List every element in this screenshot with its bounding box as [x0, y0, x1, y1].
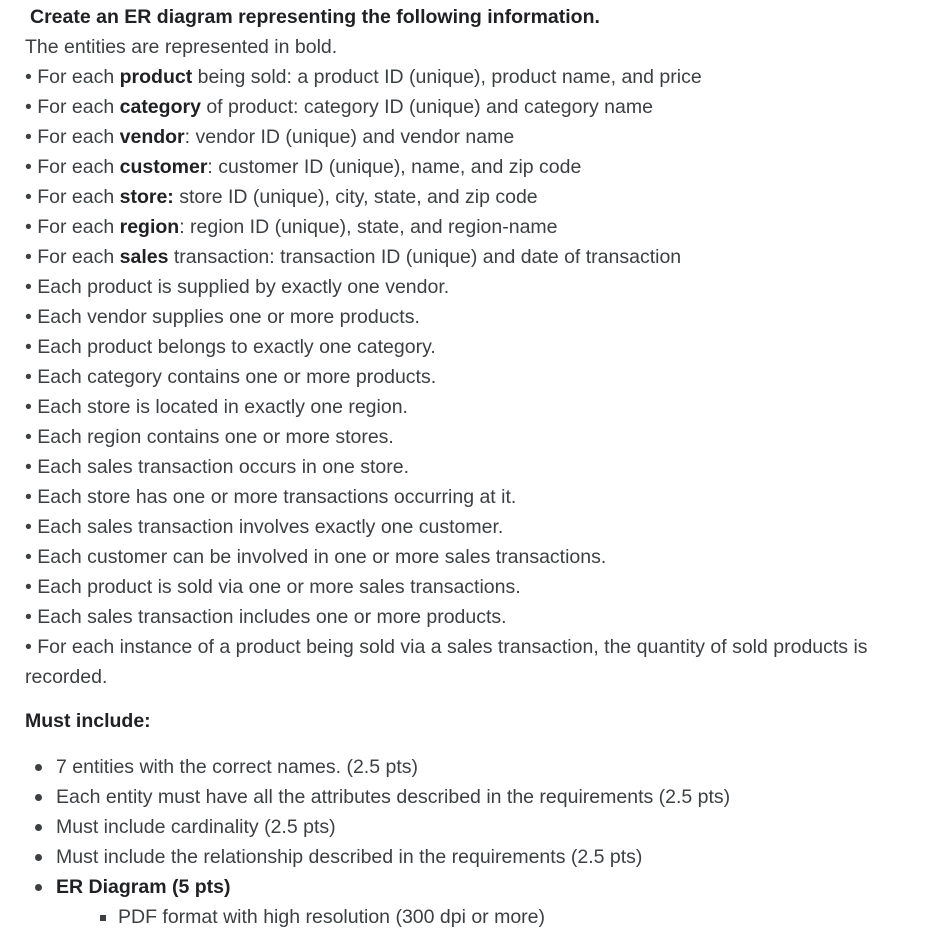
- er-diagram-label: ER Diagram (5 pts): [56, 876, 231, 898]
- must-include-item: Must include the relationship described in the requirements (2.5 pts): [30, 842, 730, 872]
- must-include-item: 7 entities with the correct names. (2.5 pts): [30, 752, 730, 782]
- requirement-text: • Each category contains one or more products.: [25, 366, 437, 388]
- requirement-line: [25, 482, 915, 512]
- must-include-heading: Must include:: [25, 710, 151, 732]
- requirements-list: [25, 62, 915, 692]
- entity-name: region: [119, 216, 180, 238]
- requirement-text: store ID (unique), city, state, and zip code: [173, 186, 538, 208]
- requirement-text: • For each: [25, 216, 120, 238]
- must-include-item-er-diagram: [30, 872, 730, 932]
- requirement-text: being sold: a product ID (unique), product name, and price: [192, 66, 702, 88]
- requirement-text: • Each sales transaction involves exactly one customer.: [25, 516, 504, 538]
- requirement-text: • For each: [25, 66, 120, 88]
- requirement-text: • For each: [25, 96, 120, 118]
- intro-text: The entities are represented in bold.: [25, 36, 338, 58]
- requirement-text: transaction: transaction ID (unique) and date of transaction: [168, 246, 682, 268]
- requirement-line: [25, 602, 915, 632]
- entity-name: vendor: [119, 126, 185, 148]
- requirement-text: • Each customer can be involved in one or more sales transactions.: [25, 546, 607, 568]
- requirement-text: • Each product is sold via one or more sales transactions.: [25, 576, 521, 598]
- entity-name: store:: [119, 186, 174, 208]
- requirement-text: • For each instance of a product being sold via a sales transaction, the quantity of sold products is recorded.: [25, 636, 868, 688]
- requirement-line: [25, 182, 915, 212]
- requirement-line: [25, 92, 915, 122]
- requirement-text: • For each: [25, 126, 120, 148]
- requirement-line: [25, 452, 915, 482]
- requirement-line: [25, 572, 915, 602]
- requirement-text: • Each region contains one or more stores.: [25, 426, 394, 448]
- requirement-text: • Each store has one or more transactions occurring at it.: [25, 486, 517, 508]
- requirement-line: [25, 392, 915, 422]
- requirement-line: [25, 122, 915, 152]
- requirement-line: [25, 152, 915, 182]
- er-diagram-subitem: PDF format with high resolution (300 dpi or more): [56, 902, 730, 932]
- requirement-text: • Each sales transaction occurs in one store.: [25, 456, 410, 478]
- er-diagram-sublist: [56, 902, 730, 932]
- requirement-line: [25, 422, 915, 452]
- requirement-line: [25, 632, 915, 692]
- requirement-text: : vendor ID (unique) and vendor name: [184, 126, 515, 148]
- entity-name: category: [119, 96, 201, 118]
- requirement-line: [25, 212, 915, 242]
- page-title: Create an ER diagram representing the following information.: [30, 6, 600, 28]
- requirement-text: : customer ID (unique), name, and zip code: [207, 156, 582, 178]
- must-include-item: Must include cardinality (2.5 pts): [30, 812, 730, 842]
- requirement-line: [25, 302, 915, 332]
- entity-name: sales: [119, 246, 169, 268]
- requirement-line: [25, 512, 915, 542]
- requirement-line: [25, 542, 915, 572]
- requirement-text: : region ID (unique), state, and region-name: [179, 216, 558, 238]
- entity-name: product: [119, 66, 193, 88]
- requirement-text: • Each product belongs to exactly one category.: [25, 336, 436, 358]
- requirement-text: • For each: [25, 156, 120, 178]
- requirement-text: • Each vendor supplies one or more products.: [25, 306, 420, 328]
- requirement-text: • For each: [25, 186, 120, 208]
- requirement-text: • Each store is located in exactly one region.: [25, 396, 408, 418]
- requirement-text: • Each product is supplied by exactly one vendor.: [25, 276, 450, 298]
- requirement-line: [25, 62, 915, 92]
- requirement-line: [25, 362, 915, 392]
- requirement-text: • For each: [25, 246, 120, 268]
- requirement-text: of product: category ID (unique) and category name: [200, 96, 653, 118]
- entity-name: customer: [119, 156, 208, 178]
- must-include-item: Each entity must have all the attributes described in the requirements (2.5 pts): [30, 782, 730, 812]
- requirement-line: [25, 242, 915, 272]
- requirement-text: • Each sales transaction includes one or more products.: [25, 606, 507, 628]
- requirement-line: [25, 272, 915, 302]
- must-include-list: [30, 752, 730, 932]
- requirement-line: [25, 332, 915, 362]
